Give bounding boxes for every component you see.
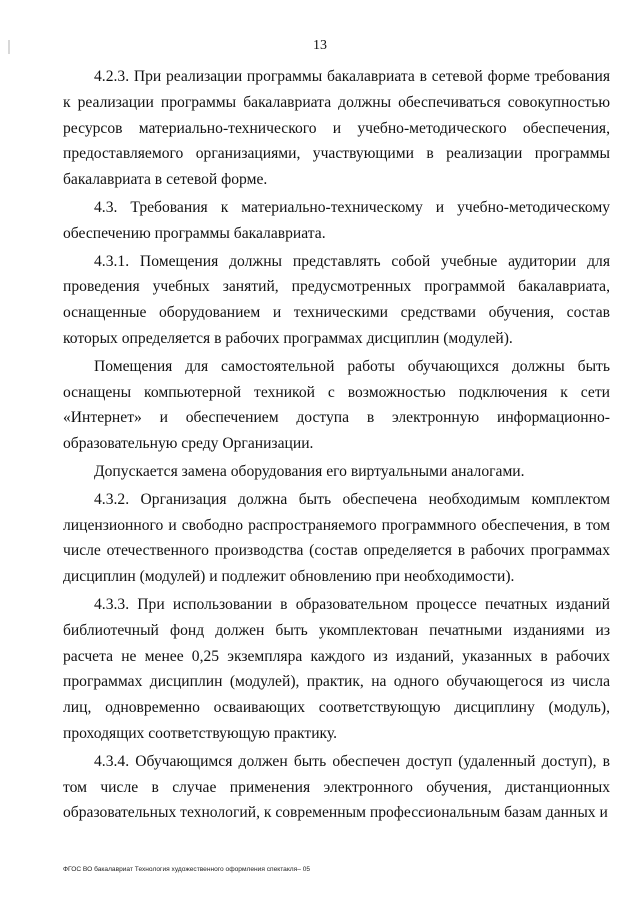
paragraph-4-2-3: 4.2.3. При реализации программы бакалавриата в сетевой форме требования к реализации программы бакалавриата должны обеспечиваться совокупностью ресурсов материально-технического и учебно-методического обеспечения, предоставляемого организациями, участвующими в реализации программы бакалавриата в сетевой форме. <box>63 68 610 189</box>
document-body <box>63 64 610 826</box>
paragraph-4-3-2: 4.3.2. Организация должна быть обеспечена необходимым комплектом лицензионного и свободно распространяемого программного обеспечения, в том числе отечественного производства (состав определяется в рабочих программах дисциплин (модулей) и подлежит обновлению при необходимости). <box>63 490 610 586</box>
paragraph-virtual-equipment: Допускается замена оборудования его виртуальными аналогами. <box>94 462 525 480</box>
page-footer: ФГОС ВО бакалавриат Технология художественного оформления спектакля– 05 <box>63 866 311 873</box>
paragraph-self-study-rooms: Помещения для самостоятельной работы обучающихся должны быть оснащены компьютерной техникой с возможностью подключения к сети «Интернет» и обеспечением доступа в электронную информационно-образовательную среду Организации. <box>63 357 610 453</box>
paragraph-4-3: 4.3. Требования к материально-техническому и учебно-методическому обеспечению программы бакалавриата. <box>63 198 610 242</box>
paragraph-4-3-4: 4.3.4. Обучающимся должен быть обеспечен доступ (удаленный доступ), в том числе в случае применения электронного обучения, дистанционных образовательных технологий, к современным профессиональным базам данных и <box>63 752 610 822</box>
page-number: 13 <box>313 38 327 53</box>
paragraph-4-3-1: 4.3.1. Помещения должны представлять собой учебные аудитории для проведения учебных занятий, предусмотренных программой бакалавриата, оснащенные оборудованием и техническими средствами обучения, состав которых определяется в рабочих программах дисциплин (модулей). <box>63 252 610 347</box>
paragraph-4-3-3: 4.3.3. При использовании в образовательном процессе печатных изданий библиотечный фонд должен быть укомплектован печатными изданиями из расчета не менее 0,25 экземпляра каждого из изданий, указанных в рабочих программах дисциплин (модулей), практик, на одного обучающегося из числа лиц, одновременно осваивающих соответствующую дисциплину (модуль), проходящих соответствующую практику. <box>63 595 610 742</box>
